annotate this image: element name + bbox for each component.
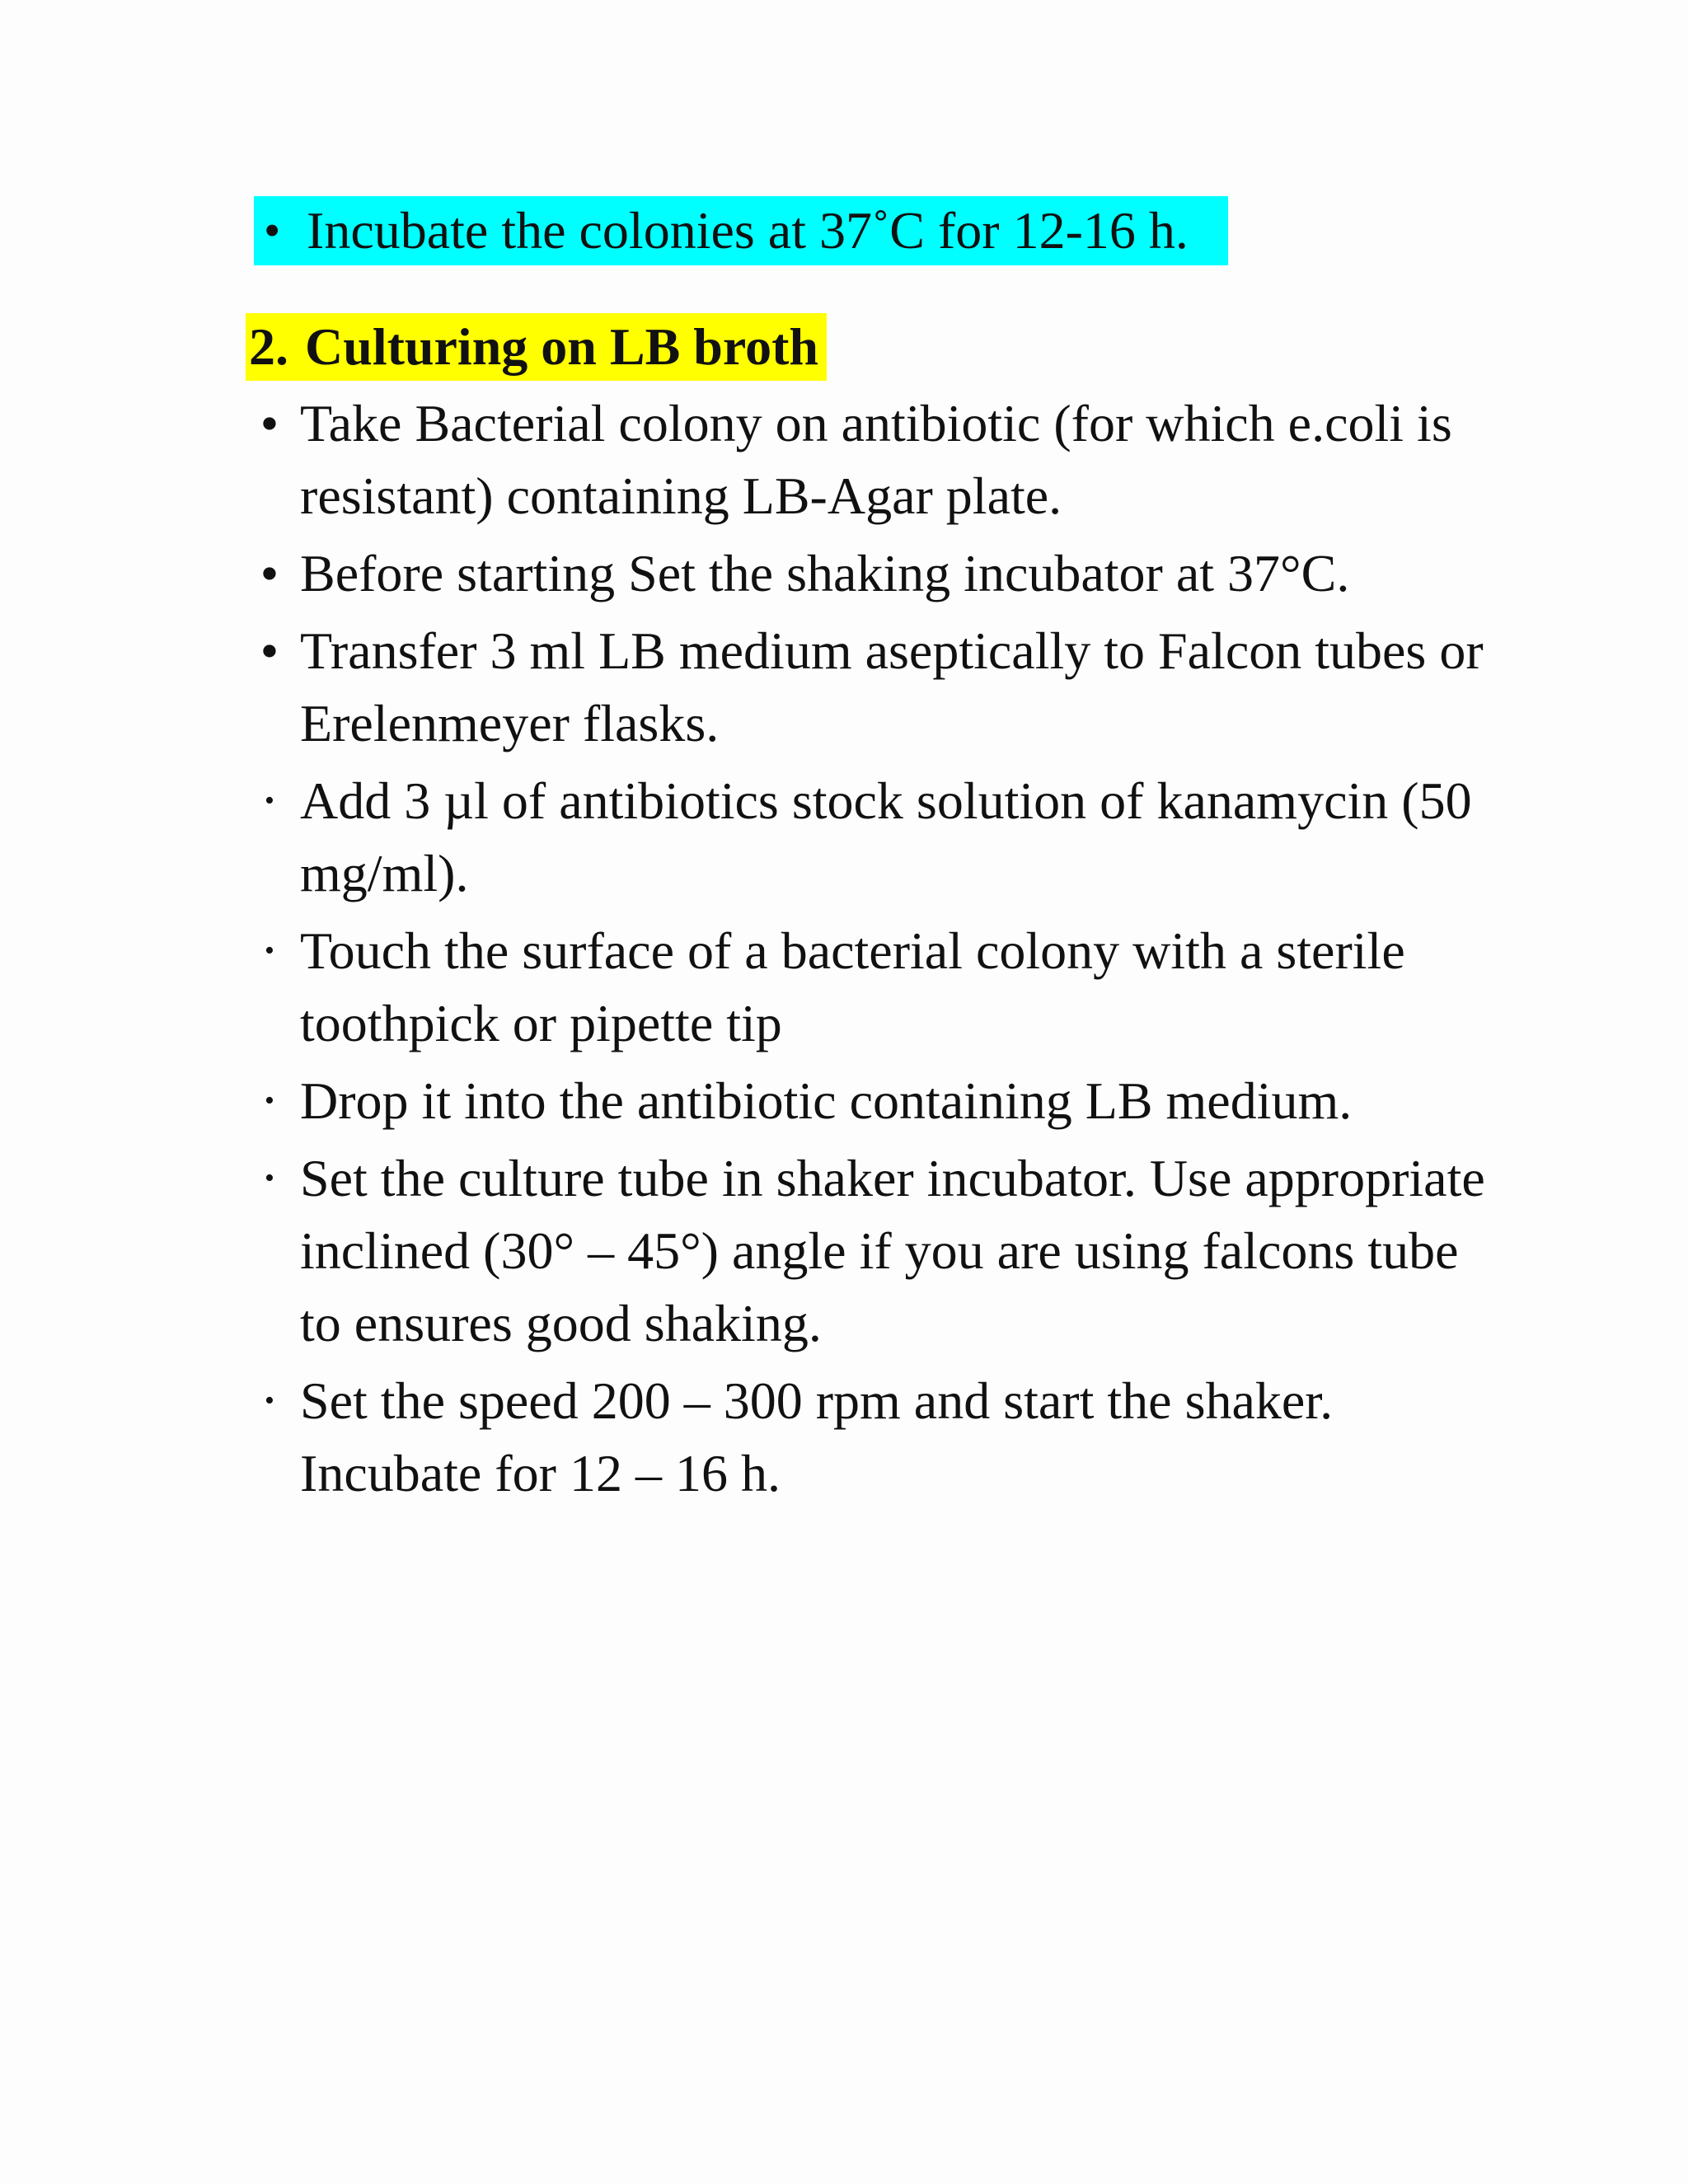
- list-item-text: Take Bacterial colony on antibiotic (for which e.coli is resistant) containing LB-Agar plate.: [300, 394, 1452, 525]
- bullet-icon: •: [265, 1163, 274, 1193]
- bullet-icon: •: [265, 1385, 274, 1416]
- highlighted-instruction: [254, 196, 1228, 265]
- list-item: [246, 387, 1498, 532]
- section-number: 2.: [249, 317, 288, 376]
- bullet-icon: •: [265, 1085, 274, 1116]
- section-title: Culturing on LB broth: [305, 317, 818, 376]
- list-item-text: Before starting Set the shaking incubator at 37°C.: [300, 544, 1350, 602]
- bullet-icon: •: [264, 204, 281, 257]
- list-item-text: Touch the surface of a bacterial colony with a sterile toothpick or pipette tip: [300, 921, 1405, 1052]
- list-item: [246, 915, 1498, 1060]
- list-item: [246, 1065, 1498, 1137]
- list-item-text: Set the speed 200 – 300 rpm and start the shaker. Incubate for 12 – 16 h.: [300, 1371, 1334, 1502]
- list-item: [246, 537, 1498, 610]
- list-item: [246, 765, 1498, 910]
- bullet-icon: •: [265, 785, 274, 816]
- section-heading: [246, 313, 827, 381]
- list-item: [246, 615, 1498, 760]
- bullet-icon: •: [265, 935, 274, 966]
- list-item-text: Drop it into the antibiotic containing LB medium.: [300, 1071, 1353, 1130]
- highlighted-instruction-text: Incubate the colonies at 37˚C for 12-16 h.: [307, 201, 1189, 260]
- list-item: [246, 1142, 1498, 1360]
- list-item: [246, 1365, 1498, 1510]
- bullet-icon: •: [260, 394, 279, 452]
- bullet-icon: •: [260, 621, 279, 680]
- list-item-text: Set the culture tube in shaker incubator. Use appropriate inclined (30° – 45°) angle if you are using falcons tube to ensures good shaking.: [300, 1149, 1485, 1352]
- list-item-text: Transfer 3 ml LB medium aseptically to Falcon tubes or Erelenmeyer flasks.: [300, 621, 1484, 752]
- bullet-icon: •: [260, 544, 279, 602]
- instruction-list: [246, 387, 1498, 1515]
- list-item-text: Add 3 µl of antibiotics stock solution of kanamycin (50 mg/ml).: [300, 771, 1472, 902]
